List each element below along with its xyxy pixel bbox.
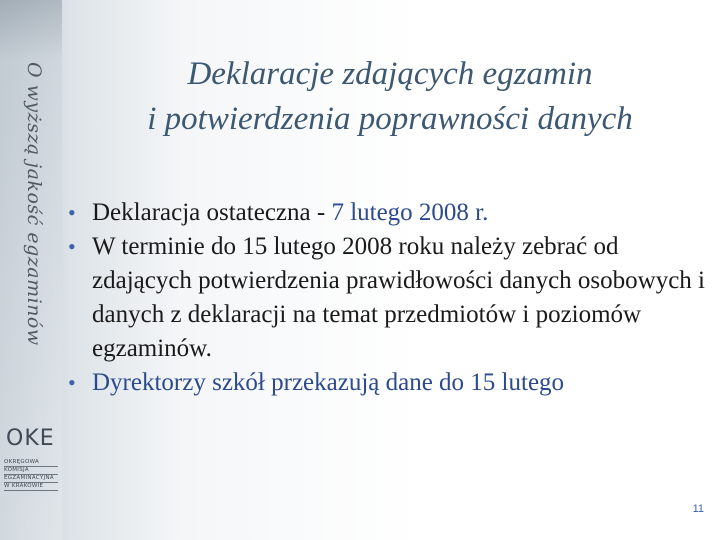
oke-logo-line: OKRĘGOWA <box>4 459 58 467</box>
sidebar-tagline: O wyższą jakość egzaminów <box>23 62 45 346</box>
bullet-text-accent: 7 lutego 2008 r. <box>331 199 489 226</box>
oke-logo-text <box>4 459 58 491</box>
slide-title-line: i potwierdzenia poprawności danych <box>147 101 633 137</box>
bullet-item <box>60 196 710 230</box>
oke-logo-mark: OKE <box>6 426 55 451</box>
bullet-icon: • <box>68 234 76 259</box>
slide-title-line: Deklaracje zdających egzamin <box>187 56 593 92</box>
bullet-item <box>60 230 710 366</box>
slide-title <box>80 52 700 142</box>
oke-logo-line: W KRAKOWIE <box>4 483 58 491</box>
bullet-icon: • <box>68 370 76 395</box>
bullet-text-accent: Dyrektorzy szkół przekazują dane do 15 lutego <box>92 369 565 396</box>
bullet-item <box>60 366 710 400</box>
oke-logo <box>2 425 60 535</box>
bullet-list <box>60 196 710 400</box>
bullet-text: W terminie do 15 lutego 2008 roku należy zebrać od zdających potwierdzenia prawidłowości danych osobowych i danych z deklaracji na temat przedmiotów i poziomów egzaminów. <box>92 233 705 362</box>
bullet-icon: • <box>68 200 76 225</box>
bullet-text: Deklaracja ostateczna - <box>92 199 332 226</box>
page-number: 11 <box>692 503 704 515</box>
sidebar <box>0 0 62 540</box>
oke-logo-line: KOMISJA <box>4 467 58 475</box>
oke-logo-line: EGZAMINACYJNA <box>4 475 58 483</box>
